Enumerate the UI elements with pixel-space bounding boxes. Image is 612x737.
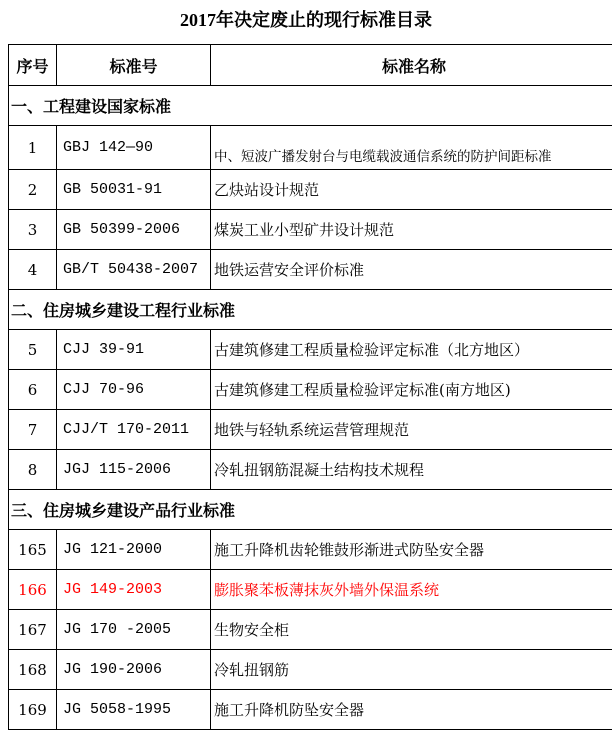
table-row (9, 370, 612, 410)
table-row (9, 690, 612, 730)
row-number: 4 (9, 250, 57, 290)
standard-code: JGJ 115-2006 (57, 450, 211, 490)
row-number: 3 (9, 210, 57, 250)
row-number: 2 (9, 170, 57, 210)
standard-name: 施工升降机防坠安全器 (211, 690, 612, 730)
standard-code: GB 50031-91 (57, 170, 211, 210)
standard-code: JG 170 -2005 (57, 610, 211, 650)
standard-name: 生物安全柜 (211, 610, 612, 650)
standard-name: 施工升降机齿轮锥鼓形渐进式防坠安全器 (211, 530, 612, 570)
standard-name: 地铁运营安全评价标准 (211, 250, 612, 290)
standard-code: JG 121-2000 (57, 530, 211, 570)
row-number: 167 (9, 610, 57, 650)
header-code: 标准号 (57, 45, 211, 86)
table-row (9, 410, 612, 450)
standard-code: CJJ 39-91 (57, 330, 211, 370)
standard-code: JG 190-2006 (57, 650, 211, 690)
row-number: 8 (9, 450, 57, 490)
standard-name: 冷轧扭钢筋 (211, 650, 612, 690)
row-number: 5 (9, 330, 57, 370)
section-label: 二、住房城乡建设工程行业标准 (9, 290, 612, 330)
standard-code: CJJ 70-96 (57, 370, 211, 410)
standard-code: GBJ 142—90 (57, 126, 211, 170)
standard-code: CJJ/T 170-2011 (57, 410, 211, 450)
table-row (9, 330, 612, 370)
table-row (9, 530, 612, 570)
row-number: 6 (9, 370, 57, 410)
standard-code: JG 5058-1995 (57, 690, 211, 730)
standard-code: GB 50399-2006 (57, 210, 211, 250)
section-row (9, 290, 612, 330)
section-row (9, 86, 612, 126)
table-row (9, 170, 612, 210)
standard-name: 古建筑修建工程质量检验评定标准(南方地区) (211, 370, 612, 410)
header-name: 标准名称 (211, 45, 612, 86)
section-label: 三、住房城乡建设产品行业标准 (9, 490, 612, 530)
header-no: 序号 (9, 45, 57, 86)
standard-name: 乙炔站设计规范 (211, 170, 612, 210)
table-row (9, 570, 612, 610)
section-row (9, 490, 612, 530)
table-header-row (9, 45, 612, 86)
row-number: 7 (9, 410, 57, 450)
standard-name: 冷轧扭钢筋混凝土结构技术规程 (211, 450, 612, 490)
row-number: 169 (9, 690, 57, 730)
section-label: 一、工程建设国家标准 (9, 86, 612, 126)
standard-name: 膨胀聚苯板薄抹灰外墙外保温系统 (211, 570, 612, 610)
standard-name: 煤炭工业小型矿井设计规范 (211, 210, 612, 250)
standard-name: 中、短波广播发射台与电缆载波通信系统的防护间距标准 (211, 126, 612, 170)
page-title: 2017年决定废止的现行标准目录 (180, 10, 432, 30)
table-row (9, 650, 612, 690)
standard-code: GB/T 50438-2007 (57, 250, 211, 290)
standards-table (8, 44, 612, 730)
row-number: 165 (9, 530, 57, 570)
table-row (9, 450, 612, 490)
row-number: 1 (9, 126, 57, 170)
table-row (9, 250, 612, 290)
table-row (9, 610, 612, 650)
row-number: 168 (9, 650, 57, 690)
standard-name: 地铁与轻轨系统运营管理规范 (211, 410, 612, 450)
standard-name: 古建筑修建工程质量检验评定标准（北方地区） (211, 330, 612, 370)
row-number: 166 (9, 570, 57, 610)
table-row (9, 126, 612, 170)
table-row (9, 210, 612, 250)
standard-code: JG 149-2003 (57, 570, 211, 610)
